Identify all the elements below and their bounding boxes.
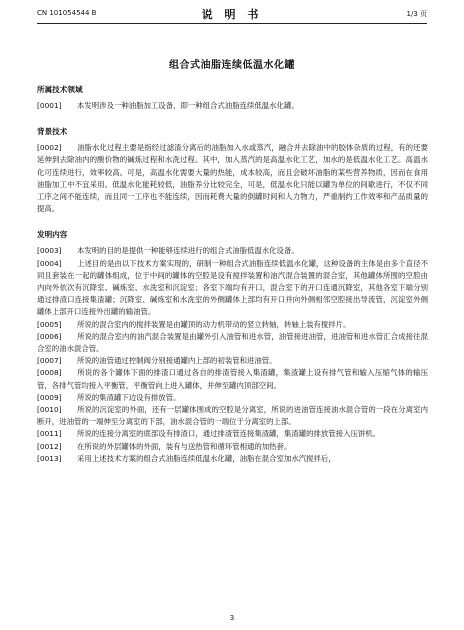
paragraph-number: [0002] <box>37 143 62 153</box>
paragraph-number: [0003] <box>37 246 62 256</box>
paragraph-text: 所说的集渣罐下边设有排放管。 <box>77 392 181 402</box>
paragraph-number: [0005] <box>37 319 62 329</box>
paragraph-number: [0013] <box>37 453 62 463</box>
paragraph-number: [0010] <box>37 405 62 415</box>
paragraph-number: [0012] <box>37 441 62 451</box>
section-heading: 所属技术领域 <box>37 85 83 94</box>
paragraph-text: 所说的沉淀室的外面，还有一层罐体围成的空腔是分离室，所说的进油管连接油水混合管的一段在分离室内断开，进油管的一端伸至分离室的下部，油水混合管的一端位于分离室的上部。 <box>37 405 428 427</box>
paragraph <box>37 453 428 465</box>
paragraph <box>37 319 428 331</box>
section-spacer <box>37 215 428 229</box>
paragraph <box>37 100 428 112</box>
paragraph-number: [0008] <box>37 368 62 378</box>
document-title: 组合式油脂连续低温水化罐 <box>169 60 295 71</box>
section-heading: 发明内容 <box>37 230 68 240</box>
paragraph <box>37 428 428 440</box>
paragraph <box>37 441 428 453</box>
header-divider <box>37 23 427 24</box>
paragraph-text: 油脂水化过程主要是指经过滤渣分离后的油脂加入水或蒸汽，融合并去除油中的胶体杂质的过程，有的还要延伸到去除油内的酸价物的碱炼过程和水洗过程。其中，加入蒸汽的是高温水化工艺，加水的是低温水化工艺。高温水化可连续进行，效率较高。可是，高温水化需要大量的热能，成本较高，而且会破坏油脂的某些营养物质，因而在食用油脂加工中不宜采用。低温水化能耗较低，油脂养分比较完全，可是，低温水化只能以罐为单位的间歇进行，不仅不同工序之间不能连续，而且同一工序也不能连续，因而耗费大量的倒罐时间和人力物力，严重制约工作效率和产品质量的提高。 <box>37 143 428 214</box>
paragraph <box>37 245 428 257</box>
paragraph-number: [0004] <box>37 258 62 268</box>
page-number: 3 <box>229 614 235 622</box>
paragraph <box>37 142 428 215</box>
paragraph-text: 采用上述技术方案的组合式油脂连续低温水化罐，油脂在混合室加水汽搅拌后， <box>77 453 336 463</box>
paragraph-text: 所说的连接分离室的底部设有排渣口，通过排渣管连接集渣罐，集渣罐的排放管接入压饼机。 <box>77 429 381 439</box>
paragraph <box>37 367 428 391</box>
paragraph <box>37 331 428 355</box>
header-title: 说 明 书 <box>201 8 263 21</box>
paragraph-text: 所说的混合室内的油汽混合装置是由罐外引入油管和进水管，油管接进油管，进油管和进水管汇合成接往混合室的油水混合管。 <box>37 331 428 354</box>
section-spacer <box>37 112 428 126</box>
paragraph <box>37 404 428 428</box>
paragraph <box>37 258 428 319</box>
paragraph-text: 在所说的外层罐体的外面，装有与送热管和循环管相通的加热套。 <box>77 441 292 451</box>
paragraph <box>37 392 428 404</box>
doc-number: CN 101054544 B <box>37 9 97 17</box>
paragraph-text: 所说的混合室内的搅拌装置是由罐顶的动力机带动的竖立转轴，转轴上装有搅拌片。 <box>77 319 351 329</box>
section-heading: 背景技术 <box>37 127 68 137</box>
paragraph-number: [0011] <box>37 429 62 439</box>
paragraph-text: 所说的油管通过控制阀分别接通罐内上部的初装管和进油管。 <box>77 356 277 366</box>
paragraph <box>37 355 428 367</box>
paragraph-number: [0007] <box>37 356 62 366</box>
paragraph-text: 本发明涉及一种油脂加工设备，即一种组合式油脂连续低温水化罐。 <box>77 101 299 110</box>
paragraph-number: [0009] <box>37 392 62 402</box>
paragraph-text: 所说的各个罐体下面的排渣口通过各自的排渣管接入集渣罐，集渣罐上设有排气管和输入压缩气体的输压管，各排气管均接入平衡管，平衡管向上进入罐体，并伸至罐内顶部空间。 <box>37 368 428 390</box>
page-indicator: 1/3 页 <box>406 10 427 18</box>
paragraph-text: 本发明的目的是提供一种能够连续进行的组合式油脂低温水化设备。 <box>77 246 299 256</box>
document-body <box>37 84 428 465</box>
paragraph-number: [0006] <box>37 331 62 341</box>
paragraph-number: [0001] <box>37 101 62 110</box>
paragraph-text: 上述目的是由以下技术方案实现的，研制一种组合式油脂连续低温水化罐，这种设备的主体是由多个直径不同且套装在一起的罐体组成，位于中间的罐体的空腔是设有搅拌装置和油汽混合装置的混合室，其他罐体所围的空腔由内向外依次有沉降室、碱炼室、水洗室和沉淀室；各室下端均有开口，混合室下的开口连通沉降室，其他各室下端分别通过排渣口连接集渣罐；沉降室、碱炼室和水洗室的外侧罐体上部均有开口并向外侧相邻空腔接出导流管，沉淀室外侧罐体上部开口连接外出罐的输油管。 <box>37 258 428 317</box>
page-header <box>37 6 427 24</box>
